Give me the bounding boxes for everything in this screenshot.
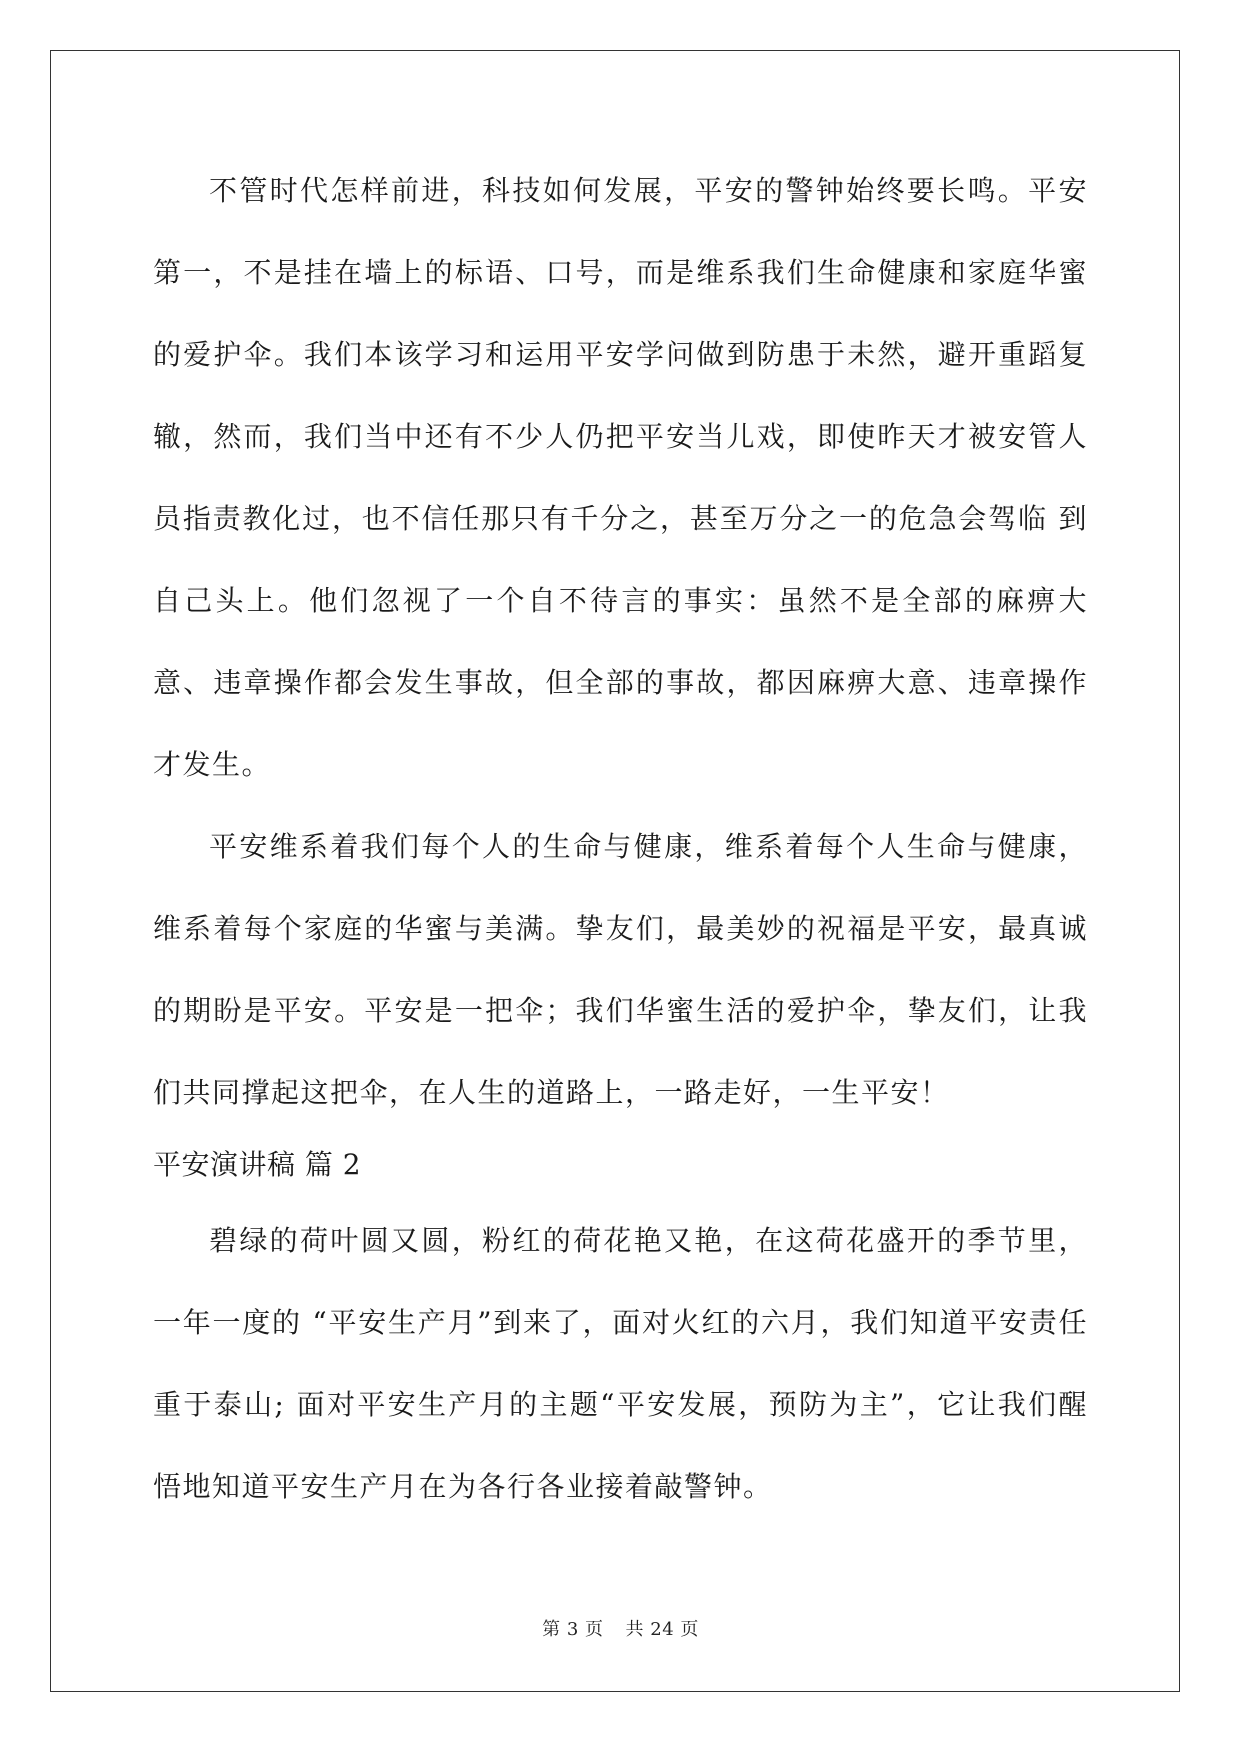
section-heading: 平安演讲稿 篇 2 (153, 1148, 362, 1181)
paragraph-2: 平安维系着我们每个人的生命与健康，维系着每个人生命与健康，维系着每个家庭的华蜜与美满。挚友们，最美妙的祝福是平安，最真诚的期盼是平安。平安是一把伞；我们华蜜生活的爱护伞，挚友们，让我们共同撑起这把伞，在人生的道路上，一路走好，一生平安！ (153, 830, 1088, 1109)
current-page-number: 第 3 页 (542, 1619, 604, 1640)
paragraph-1: 不管时代怎样前进，科技如何发展，平安的警钟始终要长鸣。平安第一，不是挂在墙上的标语、口号，而是维系我们生命健康和家庭华蜜的爱护伞。我们本该学习和运用平安学问做到防患于未然，避开重蹈复辙，然而，我们当中还有不少人仍把平安当儿戏，即使昨天才被安管人员指责教化过，也不信任那只有千分之，甚至万分之一的危急会驾临 到自己头上。他们忽视了一个自不待言的事实：虽然不是全部的麻痹大意、违章操作都会发生事故，但全部的事故，都因麻痹大意、违章操作才发生。 (153, 174, 1088, 781)
paragraph-3: 碧绿的荷叶圆又圆，粉红的荷花艳又艳，在这荷花盛开的季节里，一年一度的 “平安生产月”到来了，面对火红的六月，我们知道平安责任重于泰山; 面对平安生产月的主题“平安发展，预防为主”，它让我们醒悟地知道平安生产月在为各行各业接着敲警钟。 (153, 1224, 1088, 1503)
total-page-count: 共 24 页 (625, 1619, 699, 1640)
page-footer (0, 1615, 1241, 1641)
document-body (153, 150, 1088, 1528)
